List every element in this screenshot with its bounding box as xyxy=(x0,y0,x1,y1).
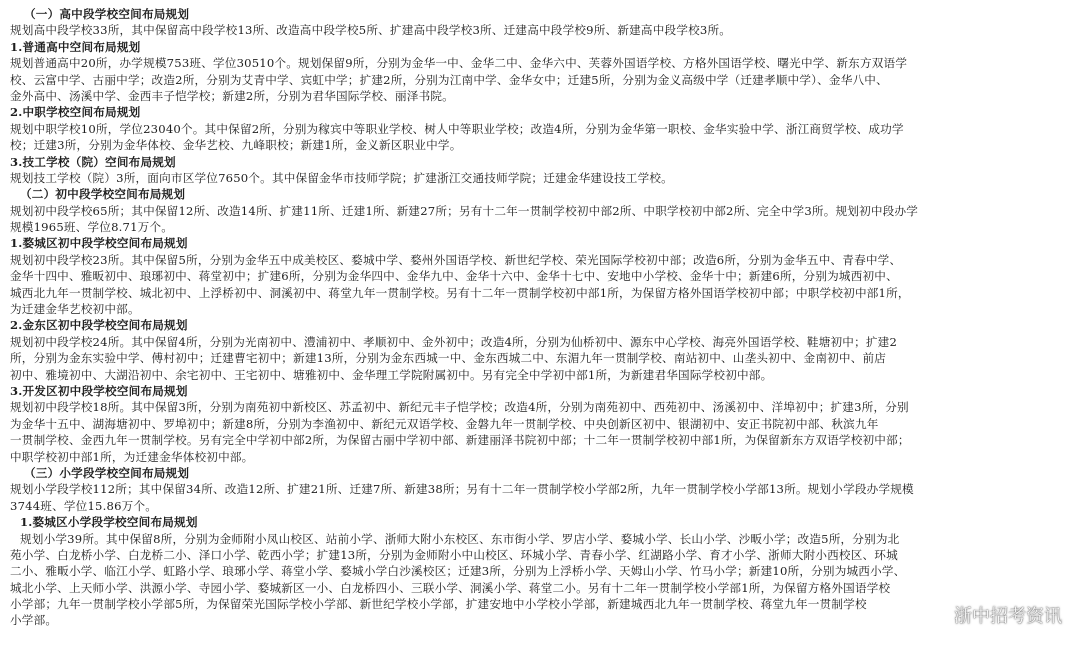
paragraph-line: 小学部；九年一贯制学校小学部5所，为保留荣光国际学校小学部、新世纪学校小学部，扩建安地中小学校小学部，新建城西北九年一贯制学校、蒋堂九年一贯制学校 xyxy=(10,597,867,612)
paragraph-line: 初中、雅境初中、大湖沿初中、余宅初中、王宅初中、塘雅初中、金华理工学院附属初中。另有完全中学初中部1所，为新建君华国际学校初中部。 xyxy=(10,367,773,382)
section-heading-high-school: （一）高中段学校空间布局规划 xyxy=(24,7,190,21)
subsection-heading: 1.婺城区小学段学校空间布局规划 xyxy=(20,515,198,530)
paragraph-line: 规划技工学校（院）3所，面向市区学位7650个。其中保留金华市技师学院；扩建浙江交通技师学院；迁建金华建设技工学校。 xyxy=(10,170,673,185)
paragraph-line: 为迁建金华艺校初中部。 xyxy=(10,302,140,317)
paragraph-line: 二小、雅畈小学、临江小学、虹路小学、琅琊小学、蒋堂小学、婺城小学白沙溪校区；迁建3所，分别为上浮桥小学、天姆山小学、竹马小学；新建10所，分别为城西小学、 xyxy=(10,564,906,579)
paragraph-line: 规模1965班、学位8.71万个。 xyxy=(10,220,174,235)
paragraph-line: 城北小学、上天师小学、洪源小学、寺园小学、婺城新区一小、白龙桥四小、三联小学、洞溪小学、蒋堂二小。另有十二年一贯制学校小学部1所，为保留方格外国语学校 xyxy=(10,580,891,595)
paragraph-line: 苑小学、白龙桥小学、白龙桥二小、泽口小学、乾西小学；扩建13所，分别为金师附小中山校区、环城小学、青春小学、红湖路小学、育才小学、浙师大附小西校区、环城 xyxy=(10,547,898,562)
paragraph-line: 中职学校初中部1所，为迁建金华体校初中部。 xyxy=(10,449,254,464)
document-body xyxy=(10,6,1072,629)
subsection-heading: 1.普通高中空间布局规划 xyxy=(10,39,141,54)
paragraph-line: 为金华十五中、湖海塘初中、罗埠初中；新建8所，分别为李渔初中、新纪元双语学校、金磐九年一贯制学校、中央创新区初中、银湖初中、安正书院初中部、秋滨九年 xyxy=(10,416,879,431)
watermark xyxy=(925,602,1062,628)
watermark-text: 浙中招考资讯 xyxy=(954,606,1062,627)
paragraph-line: 校；迁建3所，分别为金华体校、金华艺校、九峰职校；新建1所，金义新区职业中学。 xyxy=(10,138,462,153)
paragraph-line: 所，分别为金东实验中学、傅村初中；迁建曹宅初中；新建13所，分别为金东西城一中、金东西城二中、东湄九年一贯制学校、南站初中、山垄头初中、金南初中、前店 xyxy=(10,351,887,366)
paragraph-line: 规划初中段学校18所。其中保留3所，分别为南苑初中新校区、苏孟初中、新纪元丰子恺学校；改造4所，分别为南苑初中、西苑初中、汤溪初中、洋埠初中；扩建3所，分别 xyxy=(10,400,909,415)
paragraph-line: 一贯制学校、金西九年一贯制学校。另有完全中学初中部2所，为保留古丽中学初中部、新建丽泽书院初中部；十二年一贯制学校初中部1所，为保留新东方双语学校初中部； xyxy=(10,433,910,448)
paragraph-line: 金华十四中、雅畈初中、琅琊初中、蒋堂初中；扩建6所，分别为金华四中、金华九中、金华十六中、金华十七中、安地中小学校、金华十中；新建6所，分别为城西初中、 xyxy=(10,269,898,284)
paragraph-line: 城西北九年一贯制学校、城北初中、上浮桥初中、洞溪初中、蒋堂九年一贯制学校。另有十二年一贯制学校初中部1所，为保留方格外国语学校初中部；中职学校初中部1所， xyxy=(10,285,910,300)
paragraph-line: 规划小学段学校112所；其中保留34所、改造12所、扩建21所、迁建7所、新建38所；另有十二年一贯制学校小学部2所，九年一贯制学校小学部13所。规划小学段办学规模 xyxy=(10,482,914,497)
paragraph-line: 金外高中、汤溪中学、金西丰子恺学校；新建2所，分别为君华国际学校、丽泽书院。 xyxy=(10,88,454,103)
subsection-heading: 3.技工学校（院）空间布局规划 xyxy=(10,154,176,169)
paragraph-line: 规划初中段学校65所；其中保留12所、改造14所、扩建11所、迁建1所、新建27所；另有十二年一贯制学校初中部2所、中职学校初中部2所、完全中学3所。规划初中段办学 xyxy=(10,203,919,218)
paragraph-line: 规划小学39所。其中保留8所，分别为金师附小凤山校区、站前小学、浙师大附小东校区、东市街小学、罗店小学、婺城小学、长山小学、沙畈小学；改造5所，分别为北 xyxy=(20,531,900,546)
subsection-heading: 3.开发区初中段学校空间布局规划 xyxy=(10,383,188,398)
paragraph-line: 规划普通高中20所，办学规模753班、学位30510个。规划保留9所，分别为金华一中、金华二中、金华六中、芙蓉外国语学校、方格外国语学校、曙光中学、新东方双语学 xyxy=(10,56,908,71)
paragraph-line: 规划高中段学校33所，其中保留高中段学校13所、改造高中段学校5所、扩建高中段学校3所、迁建高中段学校9所、新建高中段学校3所。 xyxy=(10,23,732,38)
subsection-heading: 2.金东区初中段学校空间布局规划 xyxy=(10,318,188,333)
paragraph-line: 规划中职学校10所，学位23040个。其中保留2所，分别为稼宾中等职业学校、树人中等职业学校；改造4所，分别为金华第一职校、金华实验中学、浙江商贸学校、成功学 xyxy=(10,121,904,136)
section-heading-middle-school: （二）初中段学校空间布局规划 xyxy=(20,187,186,202)
wechat-icon xyxy=(925,606,949,624)
subsection-heading: 1.婺城区初中段学校空间布局规划 xyxy=(10,236,188,251)
paragraph-line: 规划初中段学校23所。其中保留5所，分别为金华五中成美校区、婺城中学、婺州外国语学校、新世纪学校、荣光国际学校初中部；改造6所，分别为金华五中、青春中学、 xyxy=(10,252,902,267)
section-heading-primary-school: （三）小学段学校空间布局规划 xyxy=(24,465,190,480)
subsection-heading: 2.中职学校空间布局规划 xyxy=(10,105,141,120)
paragraph-line: 校、云富中学、古丽中学；改造2所，分别为艾青中学、宾虹中学；扩建2所，分别为江南中学、金华女中；迁建5所，分别为金义高级中学（迁建孝顺中学）、金华八中、 xyxy=(10,72,888,87)
paragraph-line: 3744班、学位15.86万个。 xyxy=(10,498,158,513)
paragraph-line: 小学部。 xyxy=(10,613,58,628)
paragraph-line: 规划初中段学校24所。其中保留4所，分别为光南初中、澧浦初中、孝顺初中、金外初中；改造4所，分别为仙桥初中、源东中心学校、海亮外国语学校、鞋塘初中；扩建2 xyxy=(10,334,898,349)
